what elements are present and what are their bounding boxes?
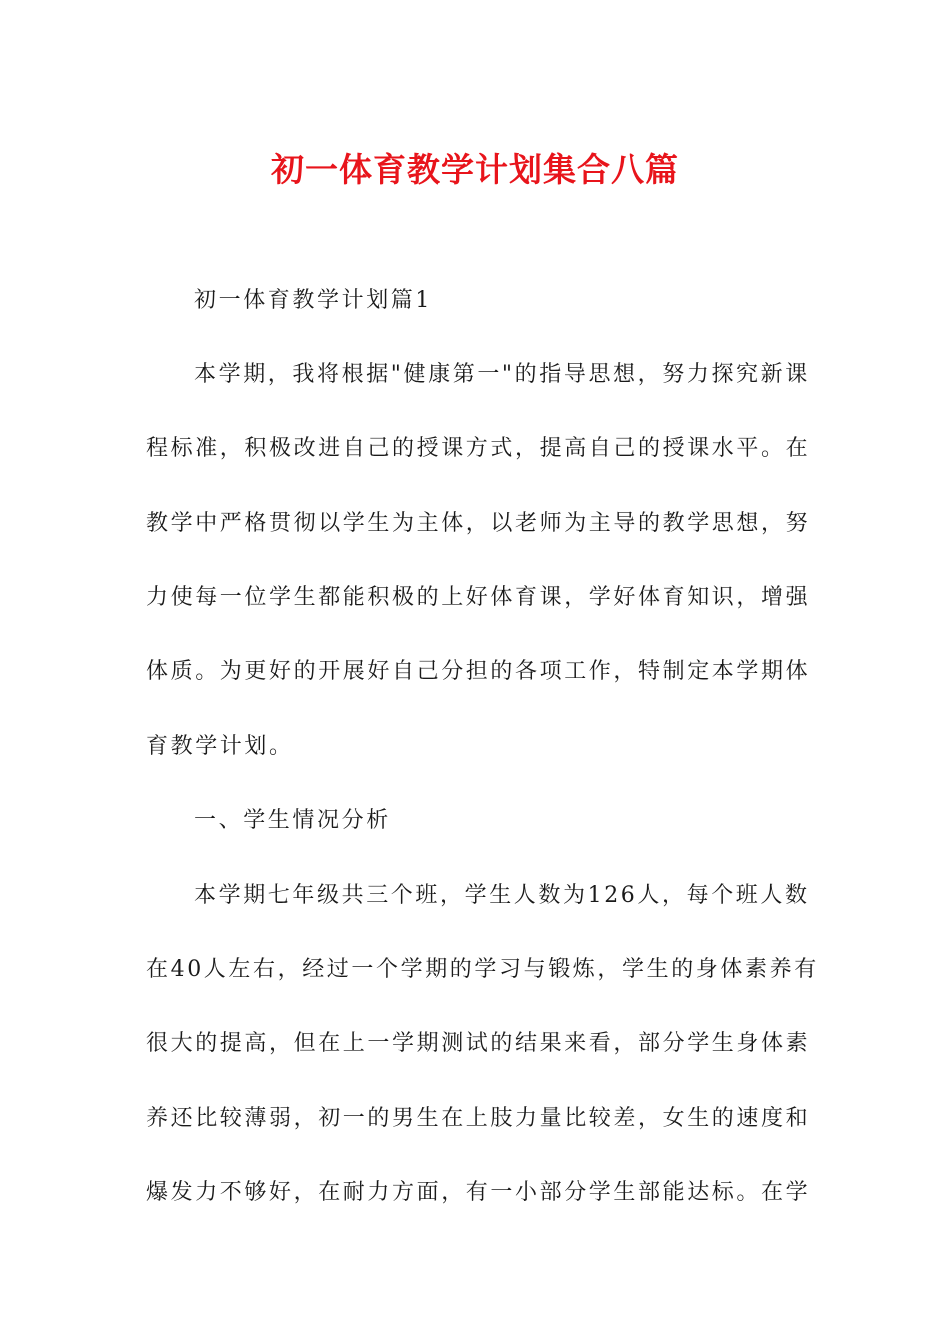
section-heading: 初一体育教学计划篇1 — [194, 288, 432, 313]
paragraph-line: 本学期七年级共三个班，学生人数为126人，每个班人数 — [194, 883, 810, 908]
section-heading: 一、学生情况分析 — [194, 808, 391, 833]
paragraph-line: 很大的提高，但在上一学期测试的结果来看，部分学生身体素 — [146, 1031, 811, 1056]
paragraph-line: 爆发力不够好，在耐力方面，有一小部分学生部能达标。在学 — [146, 1180, 811, 1205]
paragraph-line: 程标准，积极改进自己的授课方式，提高自己的授课水平。在 — [146, 436, 811, 461]
paragraph-line: 力使每一位学生都能积极的上好体育课，学好体育知识，增强 — [146, 585, 811, 610]
paragraph-line: 育教学计划。 — [146, 734, 294, 759]
paragraph-line: 本学期，我将根据"健康第一"的指导思想，努力探究新课 — [194, 362, 810, 387]
paragraph-line: 养还比较薄弱，初一的男生在上肢力量比较差，女生的速度和 — [146, 1106, 811, 1131]
document-title: 初一体育教学计划集合八篇 — [271, 150, 679, 189]
paragraph-line: 体质。为更好的开展好自己分担的各项工作，特制定本学期体 — [146, 659, 811, 684]
paragraph-line: 在40人左右，经过一个学期的学习与锻炼，学生的身体素养有 — [146, 957, 819, 982]
paragraph-line: 教学中严格贯彻以学生为主体，以老师为主导的教学思想，努 — [146, 511, 811, 536]
